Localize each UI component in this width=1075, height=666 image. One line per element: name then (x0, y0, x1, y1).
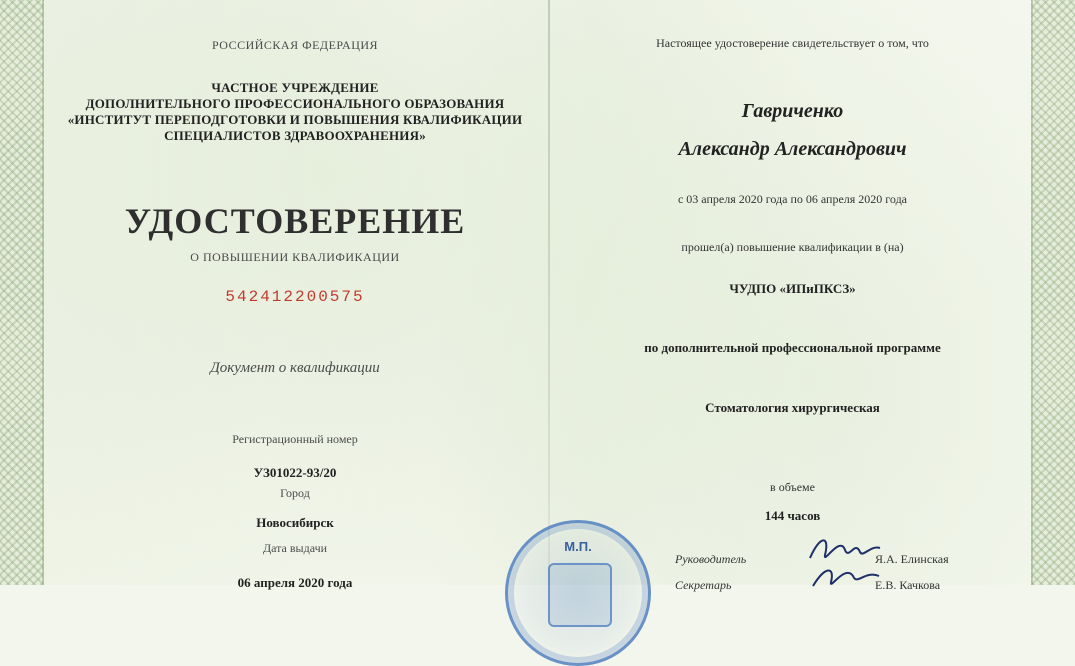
country-label: РОССИЙСКАЯ ФЕДЕРАЦИЯ (211, 38, 379, 52)
stamp-emblem (548, 563, 612, 627)
document-type: Документ о квалификации (210, 360, 380, 376)
org-line-4: СПЕЦИАЛИСТОВ ЗДРАВООХРАНЕНИЯ» (164, 128, 426, 143)
official-stamp (505, 520, 651, 666)
issue-date-value: 06 апреля 2020 года (237, 575, 353, 590)
training-period: с 03 апреля 2020 года по 06 апреля 2020 года (677, 192, 907, 206)
issue-date-label: Дата выдачи (262, 541, 328, 555)
intro-text: Настоящее удостоверение свидетельствует о том, что (656, 36, 929, 50)
serial-number: 542412200575 (225, 288, 365, 306)
organization-block (60, 80, 530, 144)
right-ornamental-border (1031, 0, 1075, 585)
secretary-role: Секретарь (675, 578, 732, 592)
volume-label: в объеме (770, 480, 815, 494)
registration-number: УЗ01022-93/20 (253, 465, 337, 480)
program-label: по дополнительной профессиональной программе (644, 340, 941, 355)
stamp-mp-text: М.П. (564, 539, 592, 554)
head-role: Руководитель (675, 552, 747, 566)
program-name: Стоматология хирургическая (705, 400, 880, 415)
given-names: Александр Александрович (678, 138, 907, 160)
hours-value: 144 часов (764, 508, 821, 523)
secretary-name: Е.В. Качкова (875, 578, 941, 592)
right-page (565, 0, 1020, 585)
secretary-signature-icon (805, 556, 885, 596)
org-line-2: ДОПОЛНИТЕЛЬНОГО ПРОФЕССИОНАЛЬНОГО ОБРАЗОВАНИЯ (85, 96, 505, 111)
city-label: Город (280, 486, 310, 500)
city-value: Новосибирск (256, 515, 334, 530)
center-fold (548, 0, 550, 585)
head-name: Я.А. Елинская (875, 552, 949, 566)
institution-short: ЧУДПО «ИПиПКСЗ» (729, 281, 856, 296)
document-title: УДОСТОВЕРЕНИЕ (124, 201, 466, 241)
passed-text: прошел(а) повышение квалификации в (на) (681, 240, 904, 254)
surname: Гавриченко (741, 100, 844, 122)
org-line-3: «ИНСТИТУТ ПЕРЕПОДГОТОВКИ И ПОВЫШЕНИЯ КВАЛИФИКАЦИИ (67, 112, 523, 127)
left-page (60, 0, 530, 590)
left-ornamental-border (0, 0, 44, 585)
registration-label: Регистрационный номер (232, 432, 358, 446)
document-subtitle: О ПОВЫШЕНИИ КВАЛИФИКАЦИИ (190, 250, 400, 264)
org-line-1: ЧАСТНОЕ УЧРЕЖДЕНИЕ (211, 80, 379, 95)
